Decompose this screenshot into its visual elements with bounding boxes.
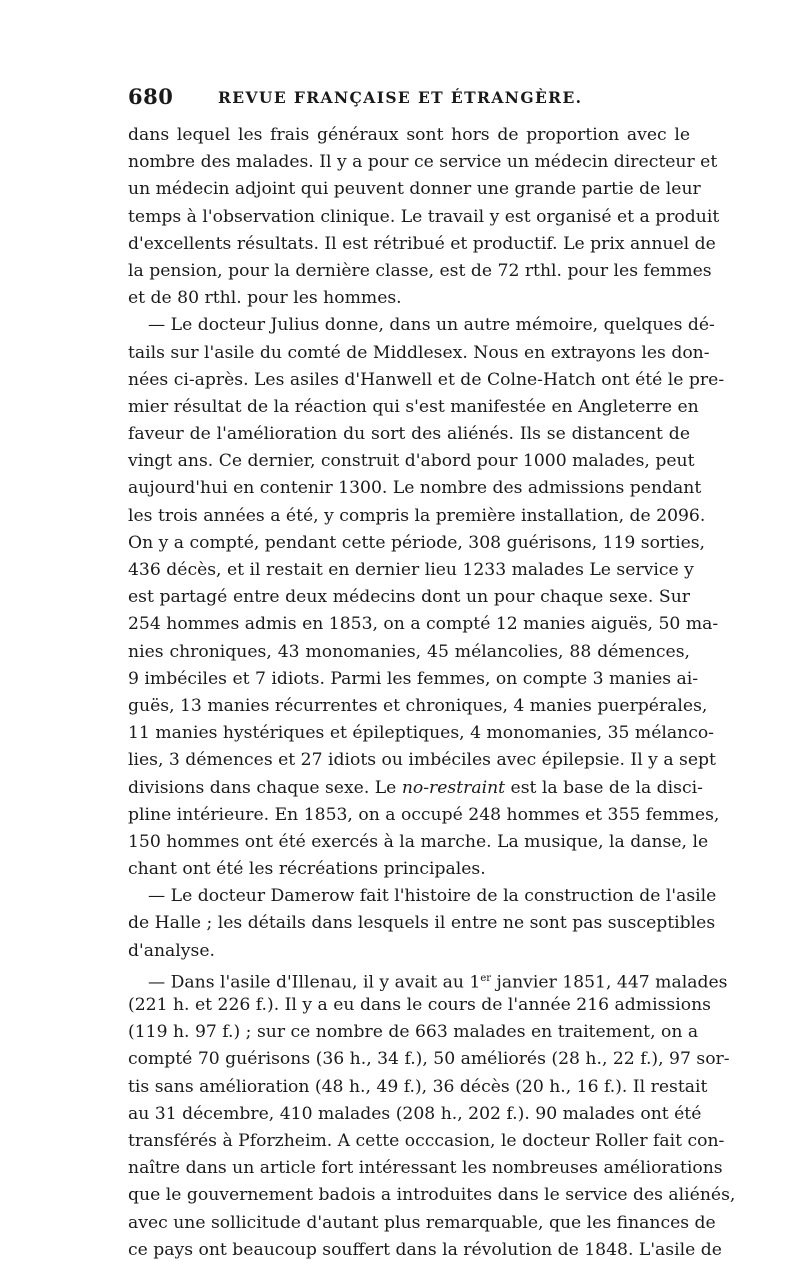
text-line: nées ci-après. Les asiles d'Hanwell et de Colne-Hatch ont été le pre-	[128, 369, 725, 390]
text-line: 9 imbéciles et 7 idiots. Parmi les femmes, on compte 3 manies ai-	[128, 668, 699, 689]
paragraph	[128, 965, 736, 1264]
text-line: d'excellents résultats. Il est rétribué et productif. Le prix annuel de	[128, 233, 716, 254]
running-head: REVUE FRANÇAISE ET ÉTRANGÈRE.	[218, 88, 583, 107]
text-line: que le gouvernement badois a introduites dans le service des aliénés,	[128, 1185, 736, 1206]
text-line: — Le docteur Julius donne, dans un autre mémoire, quelques dé-	[148, 315, 715, 336]
paragraph	[128, 312, 725, 883]
text-line: la pension, pour la dernière classe, est de 72 rthl. pour les femmes	[128, 260, 712, 281]
text-line: 150 hommes ont été exercés à la marche. La musique, la danse, le	[128, 831, 709, 852]
text-line: On y a compté, pendant cette période, 308 guérisons, 119 sorties,	[128, 532, 706, 553]
text-line: 11 manies hystériques et épileptiques, 4 monomanies, 35 mélanco-	[128, 723, 714, 744]
text-line: vingt ans. Ce dernier, construit d'abord pour 1000 malades, peut	[128, 451, 695, 472]
text-line: et de 80 rthl. pour les hommes.	[128, 288, 402, 309]
text-line: divisions dans chaque sexe. Le no-restraint est la base de la disci-	[128, 777, 703, 798]
text-line: guës, 13 manies récurrentes et chroniques, 4 manies puerpérales,	[128, 695, 708, 716]
text-line: est partagé entre deux médecins dont un pour chaque sexe. Sur	[128, 587, 690, 608]
text-line: mier résultat de la réaction qui s'est manifestée en Angleterre en	[128, 396, 699, 417]
text-line: faveur de l'amélioration du sort des aliénés. Ils se distancent de	[128, 424, 690, 445]
text-line: nombre des malades. Il y a pour ce service un médecin directeur et	[128, 152, 718, 173]
page-header	[128, 84, 690, 116]
text-line: (119 h. 97 f.) ; sur ce nombre de 663 malades en traitement, on a	[128, 1022, 699, 1043]
text-line: un médecin adjoint qui peuvent donner une grande partie de leur	[128, 179, 701, 200]
text-line: nies chroniques, 43 monomanies, 45 mélancolies, 88 démences,	[128, 641, 690, 662]
text-line: avec une sollicitude d'autant plus remarquable, que les finances de	[128, 1212, 716, 1233]
text-line: lies, 3 démences et 27 idiots ou imbéciles avec épilepsie. Il y a sept	[128, 750, 716, 771]
text-line: les trois années a été, y compris la première installation, de 2096.	[128, 505, 706, 526]
paragraph	[128, 883, 717, 965]
text-line: temps à l'observation clinique. Le travail y est organisé et a produit	[128, 206, 720, 227]
text-line: chant ont été les récréations principales.	[128, 859, 486, 880]
text-line: tails sur l'asile du comté de Middlesex. Nous en extrayons les don-	[128, 342, 710, 363]
text-line: 436 décès, et il restait en dernier lieu 1233 malades Le service y	[128, 560, 694, 580]
text-line: dans lequel les frais généraux sont hors de proportion avec le	[128, 125, 690, 145]
text-line: transférés à Pforzheim. A cette occcasion, le docteur Roller fait con-	[128, 1130, 725, 1151]
text-line: aujourd'hui en contenir 1300. Le nombre des admissions pendant	[128, 478, 702, 499]
page-number: 680	[128, 84, 174, 109]
text-line: naître dans un article fort intéressant les nombreuses améliorations	[128, 1158, 723, 1179]
text-line: pline intérieure. En 1853, on a occupé 248 hommes et 355 femmes,	[128, 804, 720, 825]
text-line: — Le docteur Damerow fait l'histoire de la construction de l'asile	[148, 886, 717, 907]
text-line: 254 hommes admis en 1853, on a compté 12 manies aiguës, 50 ma-	[128, 614, 719, 635]
text-line: d'analyse.	[128, 940, 215, 961]
text-line: de Halle ; les détails dans lesquels il entre ne sont pas susceptibles	[128, 913, 716, 934]
paragraph	[128, 122, 720, 312]
text-line: tis sans amélioration (48 h., 49 f.), 36 décès (20 h., 16 f.). Il restait	[128, 1076, 708, 1097]
text-line: ce pays ont beaucoup souffert dans la révolution de 1848. L'asile de	[128, 1239, 722, 1260]
text-line: au 31 décembre, 410 malades (208 h., 202 f.). 90 malades ont été	[128, 1103, 702, 1124]
body-text	[128, 122, 736, 1264]
text-line: — Dans l'asile d'Illenau, il y avait au 1er janvier 1851, 447 malades	[148, 972, 728, 993]
text-line: (221 h. et 226 f.). Il y a eu dans le cours de l'année 216 admissions	[128, 995, 711, 1015]
text-line: compté 70 guérisons (36 h., 34 f.), 50 améliorés (28 h., 22 f.), 97 sor-	[128, 1049, 730, 1070]
